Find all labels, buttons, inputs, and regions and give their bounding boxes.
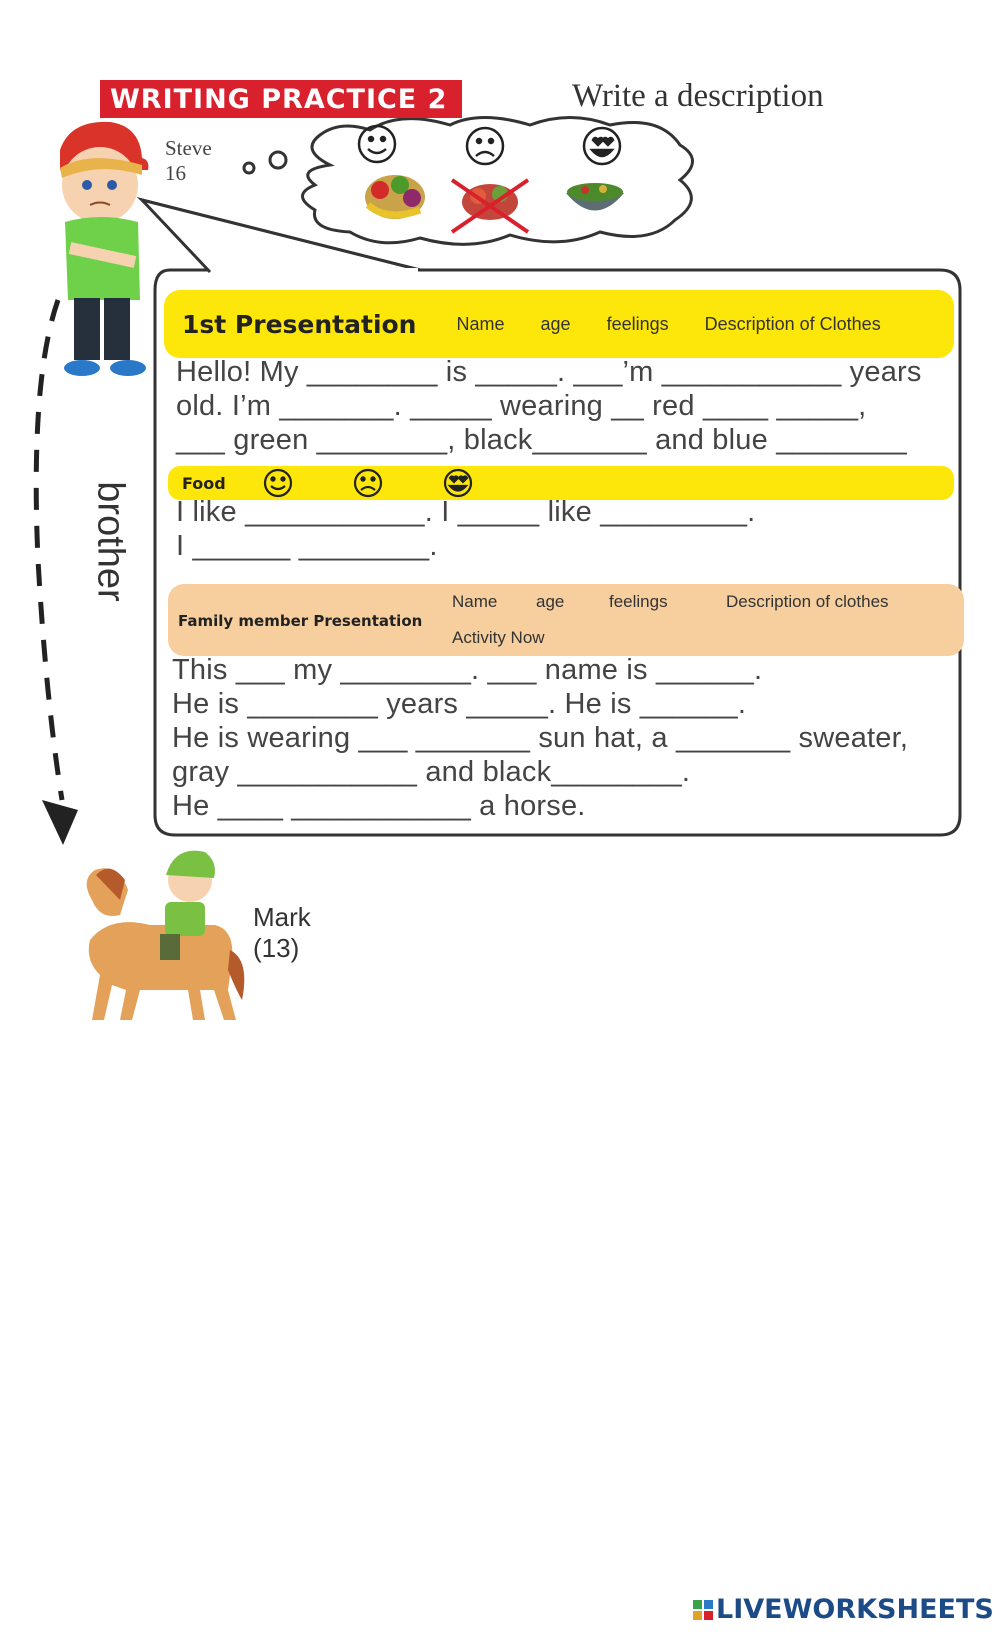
happy-face-icon: [265, 470, 291, 496]
section1-line-1: Hello! My ________ is _____. ___’m ___________ years: [176, 356, 922, 388]
section2-col-activity: Activity Now: [452, 628, 545, 647]
food-heading: Food: [182, 473, 226, 493]
steve-illustration: [60, 122, 148, 376]
heart-eyes-face-icon: [445, 470, 471, 496]
worksheet-subtitle: Write a description: [572, 78, 824, 114]
section1-heading: 1st Presentation: [182, 309, 417, 339]
section1-col-name: Name: [456, 313, 505, 334]
section1-line-2: old. I’m _______. _____ wearing __ red ____ _____,: [176, 390, 867, 422]
section2-header: [168, 584, 964, 656]
fruit-icon: [365, 175, 425, 219]
section1-col-age: age: [540, 313, 571, 334]
section2-col-name: Name: [452, 592, 498, 611]
person1-age: 16: [165, 161, 186, 185]
section2-line-2: He is ________ years _____. He is ______.: [172, 688, 747, 720]
food-line-2: I ______ ________.: [176, 530, 438, 562]
section1-col-feelings: feelings: [606, 313, 669, 334]
section2-col-description: Description of clothes: [726, 592, 889, 611]
section2-col-feelings: feelings: [609, 592, 668, 611]
section2-heading: Family member Presentation: [178, 612, 423, 630]
sad-face-icon: [355, 470, 381, 496]
section1-col-description: Description of Clothes: [704, 313, 881, 334]
relation-label: brother: [89, 481, 132, 602]
section2-line-3: He is wearing ___ _______ sun hat, a _______ sweater,: [172, 722, 909, 754]
section1-header: [164, 290, 954, 358]
worksheet-title: WRITING PRACTICE 2: [100, 80, 462, 118]
liveworksheets-logo-icon: [693, 1600, 713, 1620]
person1-name: Steve: [165, 136, 212, 160]
food-line-1: I like ___________. I _____ like _________.: [176, 496, 756, 528]
dashed-arrow: [36, 300, 62, 800]
section2-line-1: This ___ my ________. ___ name is ______.: [172, 654, 763, 686]
arrow-head-icon: [42, 800, 78, 845]
footer-brand-text: LIVEWORKSHEETS: [716, 1594, 994, 1625]
person2-age: (13): [253, 933, 300, 963]
person2-name: Mark: [253, 902, 311, 932]
person2-label: [253, 902, 311, 964]
section2-col-age: age: [536, 592, 565, 611]
section1-line-3: ___ green ________, black_______ and blue ________: [176, 424, 907, 456]
section2-line-4: gray ___________ and black________.: [172, 756, 691, 788]
mark-illustration: [87, 851, 245, 1020]
food-header: [168, 466, 954, 500]
person1-label: [165, 136, 212, 186]
section2-line-5: He ____ ___________ a horse.: [172, 790, 586, 822]
footer-brand: [693, 1594, 994, 1625]
food-feelings-icons: [260, 468, 560, 498]
